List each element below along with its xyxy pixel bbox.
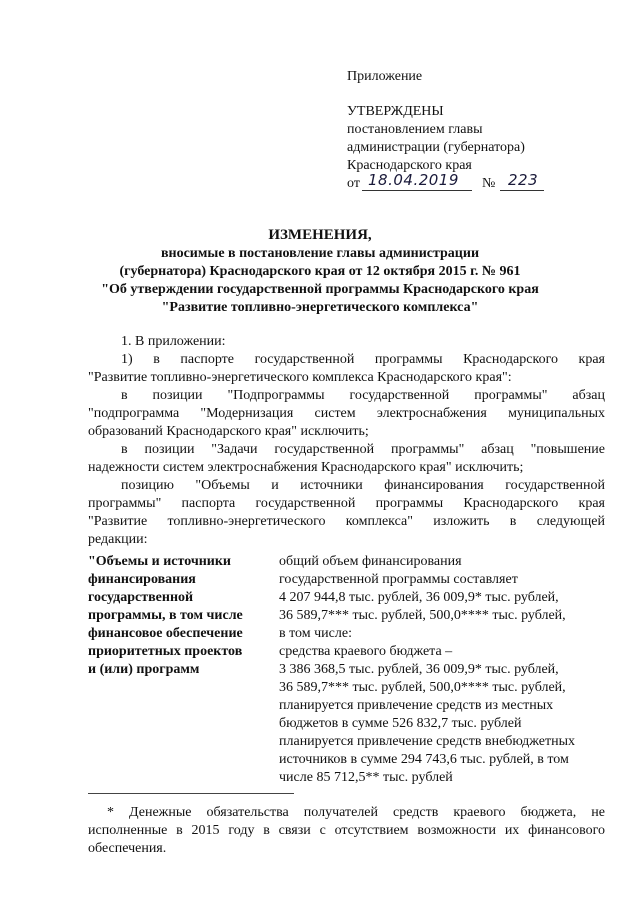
item-1: 1. В приложении:	[121, 334, 226, 349]
table-right-line: 36 589,7*** тыс. рублей, 500,0**** тыс. рублей,	[279, 608, 566, 623]
table-right-line: планируется привлечение средств внебюджетных	[279, 734, 576, 749]
para-subprograms-a: в позиции "Подпрограммы государственной программы" абзац	[121, 388, 605, 403]
footnote-line-3: обеспечения.	[88, 841, 167, 856]
approved-line-3: Краснодарского края	[347, 158, 472, 173]
table-right-line: 3 386 368,5 тыс. рублей, 36 009,9* тыс. рублей,	[279, 662, 559, 677]
para-funding-b: программы" паспорта государственной программы Краснодарского края	[88, 496, 605, 511]
table-left-line: финансирования	[88, 572, 196, 587]
para-tasks-b: надежности систем электроснабжения Краснодарского края" исключить;	[88, 460, 524, 475]
para-funding-a: позицию "Объемы и источники финансирования государственной	[121, 478, 605, 493]
number-underline	[500, 190, 544, 191]
handwritten-date: 18.04.2019	[368, 171, 459, 189]
title-line-3: (губернатора) Краснодарского края от 12 октября 2015 г. № 961	[119, 264, 521, 279]
table-right-line: планируется привлечение средств из местных	[279, 698, 554, 713]
table-left-line: и (или) программ	[88, 662, 200, 677]
date-underline	[362, 190, 472, 191]
title-line-5: "Развитие топливно-энергетического комплекса"	[161, 300, 479, 315]
table-right-line: 4 207 944,8 тыс. рублей, 36 009,9* тыс. рублей,	[279, 590, 559, 605]
item-1-1-line-a: 1) в паспорте государственной программы Краснодарского края	[121, 352, 605, 367]
table-right-line: государственной программы составляет	[279, 572, 518, 587]
item-1-1-line-b: "Развитие топливно-энергетического комплекса Краснодарского края":	[88, 370, 512, 385]
table-right-line: в том числе:	[279, 626, 352, 641]
table-left-line: финансовое обеспечение	[88, 626, 243, 641]
footnote-line-2: исполненные в 2015 году в связи с отсутствием возможности их финансового	[88, 823, 605, 838]
table-right-line: бюджетов в сумме 526 832,7 тыс. рублей	[279, 716, 522, 731]
para-subprograms-c: образований Краснодарского края" исключить;	[88, 424, 369, 439]
handwritten-number: 223	[508, 171, 539, 189]
table-left-line: "Объемы и источники	[88, 554, 231, 569]
table-right-line: 36 589,7*** тыс. рублей, 500,0**** тыс. рублей,	[279, 680, 566, 695]
footnote-separator	[88, 793, 294, 794]
title-heading: ИЗМЕНЕНИЯ,	[268, 227, 372, 243]
approved-label: УТВЕРЖДЕНЫ	[347, 104, 444, 119]
para-tasks-a: в позиции "Задачи государственной программы" абзац "повышение	[121, 442, 605, 457]
appendix-label: Приложение	[347, 69, 423, 84]
para-funding-c: "Развитие топливно-энергетического комплекса" изложить в следующей	[88, 514, 605, 529]
table-left-line: программы, в том числе	[88, 608, 243, 623]
table-right-line: средства краевого бюджета –	[279, 644, 453, 659]
para-funding-d: редакции:	[88, 532, 148, 547]
table-left-line: приоритетных проектов	[88, 644, 243, 659]
title-line-4: "Об утверждении государственной программы Краснодарского края	[101, 282, 539, 297]
number-prefix: №	[482, 176, 496, 191]
table-right-line: общий объем финансирования	[279, 554, 462, 569]
approved-line-2: администрации (губернатора)	[347, 140, 525, 155]
footnote-line-1: * Денежные обязательства получателей средств краевого бюджета, не	[107, 805, 605, 820]
table-right-line: источников в сумме 294 743,6 тыс. рублей, в том	[279, 752, 569, 767]
title-line-2: вносимые в постановление главы администрации	[160, 246, 480, 261]
table-left-line: государственной	[88, 590, 194, 605]
table-right-line: числе 85 712,5** тыс. рублей	[279, 770, 453, 785]
date-prefix: от	[347, 176, 360, 191]
para-subprograms-b: "подпрограмма "Модернизация систем электроснабжения муниципальных	[88, 406, 605, 421]
approved-line-1: постановлением главы	[347, 122, 483, 137]
